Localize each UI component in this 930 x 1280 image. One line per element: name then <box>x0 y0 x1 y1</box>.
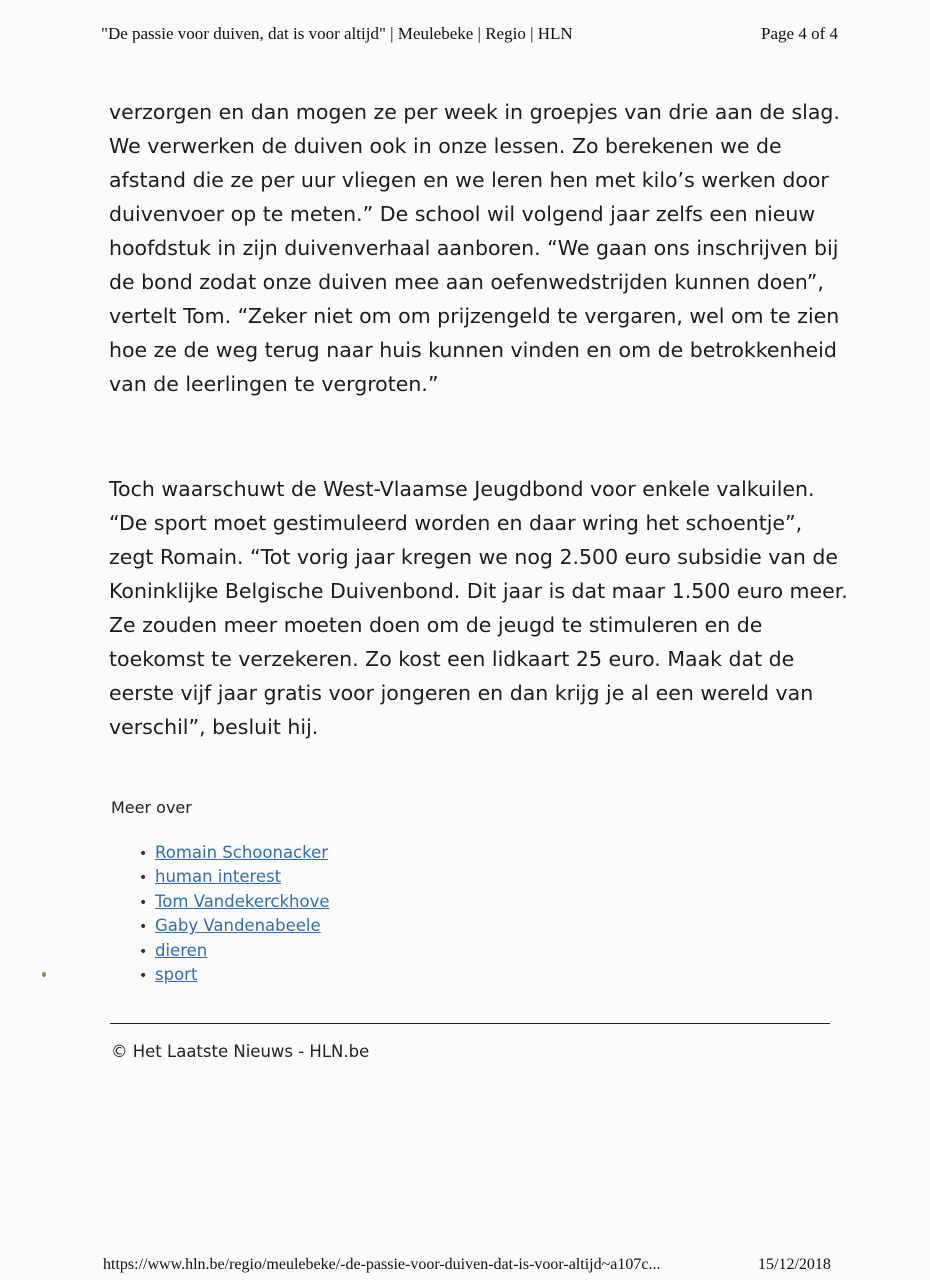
paragraph-line: We verwerken de duiven ook in onze lessen. Zo berekenen we de <box>109 134 782 158</box>
print-footer-url: https://www.hln.be/regio/meulebeke/-de-passie-voor-duiven-dat-is-voor-altijd~a107c... <box>103 1256 661 1273</box>
paragraph-line: Koninklijke Belgische Duivenbond. Dit jaar is dat maar 1.500 euro meer. <box>109 579 848 603</box>
paragraph-line: “De sport moet gestimuleerd worden en daar wring het schoentje”, <box>109 511 803 535</box>
article-paragraph-1 <box>109 95 849 401</box>
paragraph-line: eerste vijf jaar gratis voor jongeren en dan krijg je al een wereld van <box>109 681 814 705</box>
bullet-icon: • <box>139 943 148 960</box>
bullet-icon: • <box>139 846 148 862</box>
paragraph-line: Ze zouden meer moeten doen om de jeugd te stimuleren en de <box>109 613 763 637</box>
paragraph-line: vertelt Tom. “Zeker niet om om prijzengeld te vergaren, wel om te zien <box>109 304 840 328</box>
paragraph-line: zegt Romain. “Tot vorig jaar kregen we nog 2.500 euro subsidie van de <box>109 545 839 569</box>
related-topics-list <box>139 841 330 987</box>
paragraph-line: verschil”, besluit hij. <box>109 715 319 739</box>
list-item <box>139 963 330 987</box>
print-header-page-number: Page 4 of 4 <box>761 24 838 43</box>
paragraph-line: hoofdstuk in zijn duivenverhaal aanboren. “We gaan ons inschrijven bij <box>109 236 839 260</box>
paragraph-line: hoe ze de weg terug naar huis kunnen vinden en om de betrokkenheid <box>109 338 837 362</box>
bullet-icon: • <box>139 894 148 911</box>
bullet-icon: • <box>139 919 148 936</box>
paragraph-line: toekomst te verzekeren. Zo kost een lidkaart 25 euro. Maak dat de <box>109 647 795 671</box>
tag-link-romain-schoonacker[interactable]: Romain Schoonacker <box>155 843 329 862</box>
list-item <box>139 914 330 938</box>
list-item <box>139 841 330 865</box>
tag-link-dieren[interactable]: dieren <box>155 940 208 960</box>
related-topics-heading: Meer over <box>111 798 192 817</box>
footer-divider <box>110 1023 830 1024</box>
list-item <box>139 939 330 963</box>
paragraph-line: de bond zodat onze duiven mee aan oefenwedstrijden kunnen doen”, <box>109 270 824 294</box>
paragraph-line: duivenvoer op te meten.” De school wil volgend jaar zelfs een nieuw <box>109 202 816 226</box>
bullet-icon: • <box>139 967 148 984</box>
tag-link-sport[interactable]: sport <box>155 964 198 984</box>
list-item <box>139 890 330 914</box>
tag-link-gaby-vandenabeele[interactable]: Gaby Vandenabeele <box>155 916 321 936</box>
print-header-title: "De passie voor duiven, dat is voor altijd" | Meulebeke | Regio | HLN <box>101 24 573 43</box>
paragraph-line: afstand die ze per uur vliegen en we leren hen met kilo’s werken door <box>109 168 829 192</box>
paragraph-line: van de leerlingen te vergroten.” <box>109 372 439 396</box>
article-paragraph-2 <box>109 472 849 744</box>
print-footer-date: 15/12/2018 <box>758 1256 831 1273</box>
list-item <box>139 865 330 889</box>
paragraph-line: Toch waarschuwt de West-Vlaamse Jeugdbond voor enkele valkuilen. <box>109 477 815 501</box>
tag-link-human-interest[interactable]: human interest <box>155 867 282 887</box>
paragraph-line: verzorgen en dan mogen ze per week in groepjes van drie aan de slag. <box>109 100 840 124</box>
copyright-notice: © Het Laatste Nieuws - HLN.be <box>111 1042 370 1061</box>
scan-speck <box>42 972 46 977</box>
bullet-icon: • <box>139 870 148 887</box>
tag-link-tom-vandekerckhove[interactable]: Tom Vandekerckhove <box>155 891 330 911</box>
